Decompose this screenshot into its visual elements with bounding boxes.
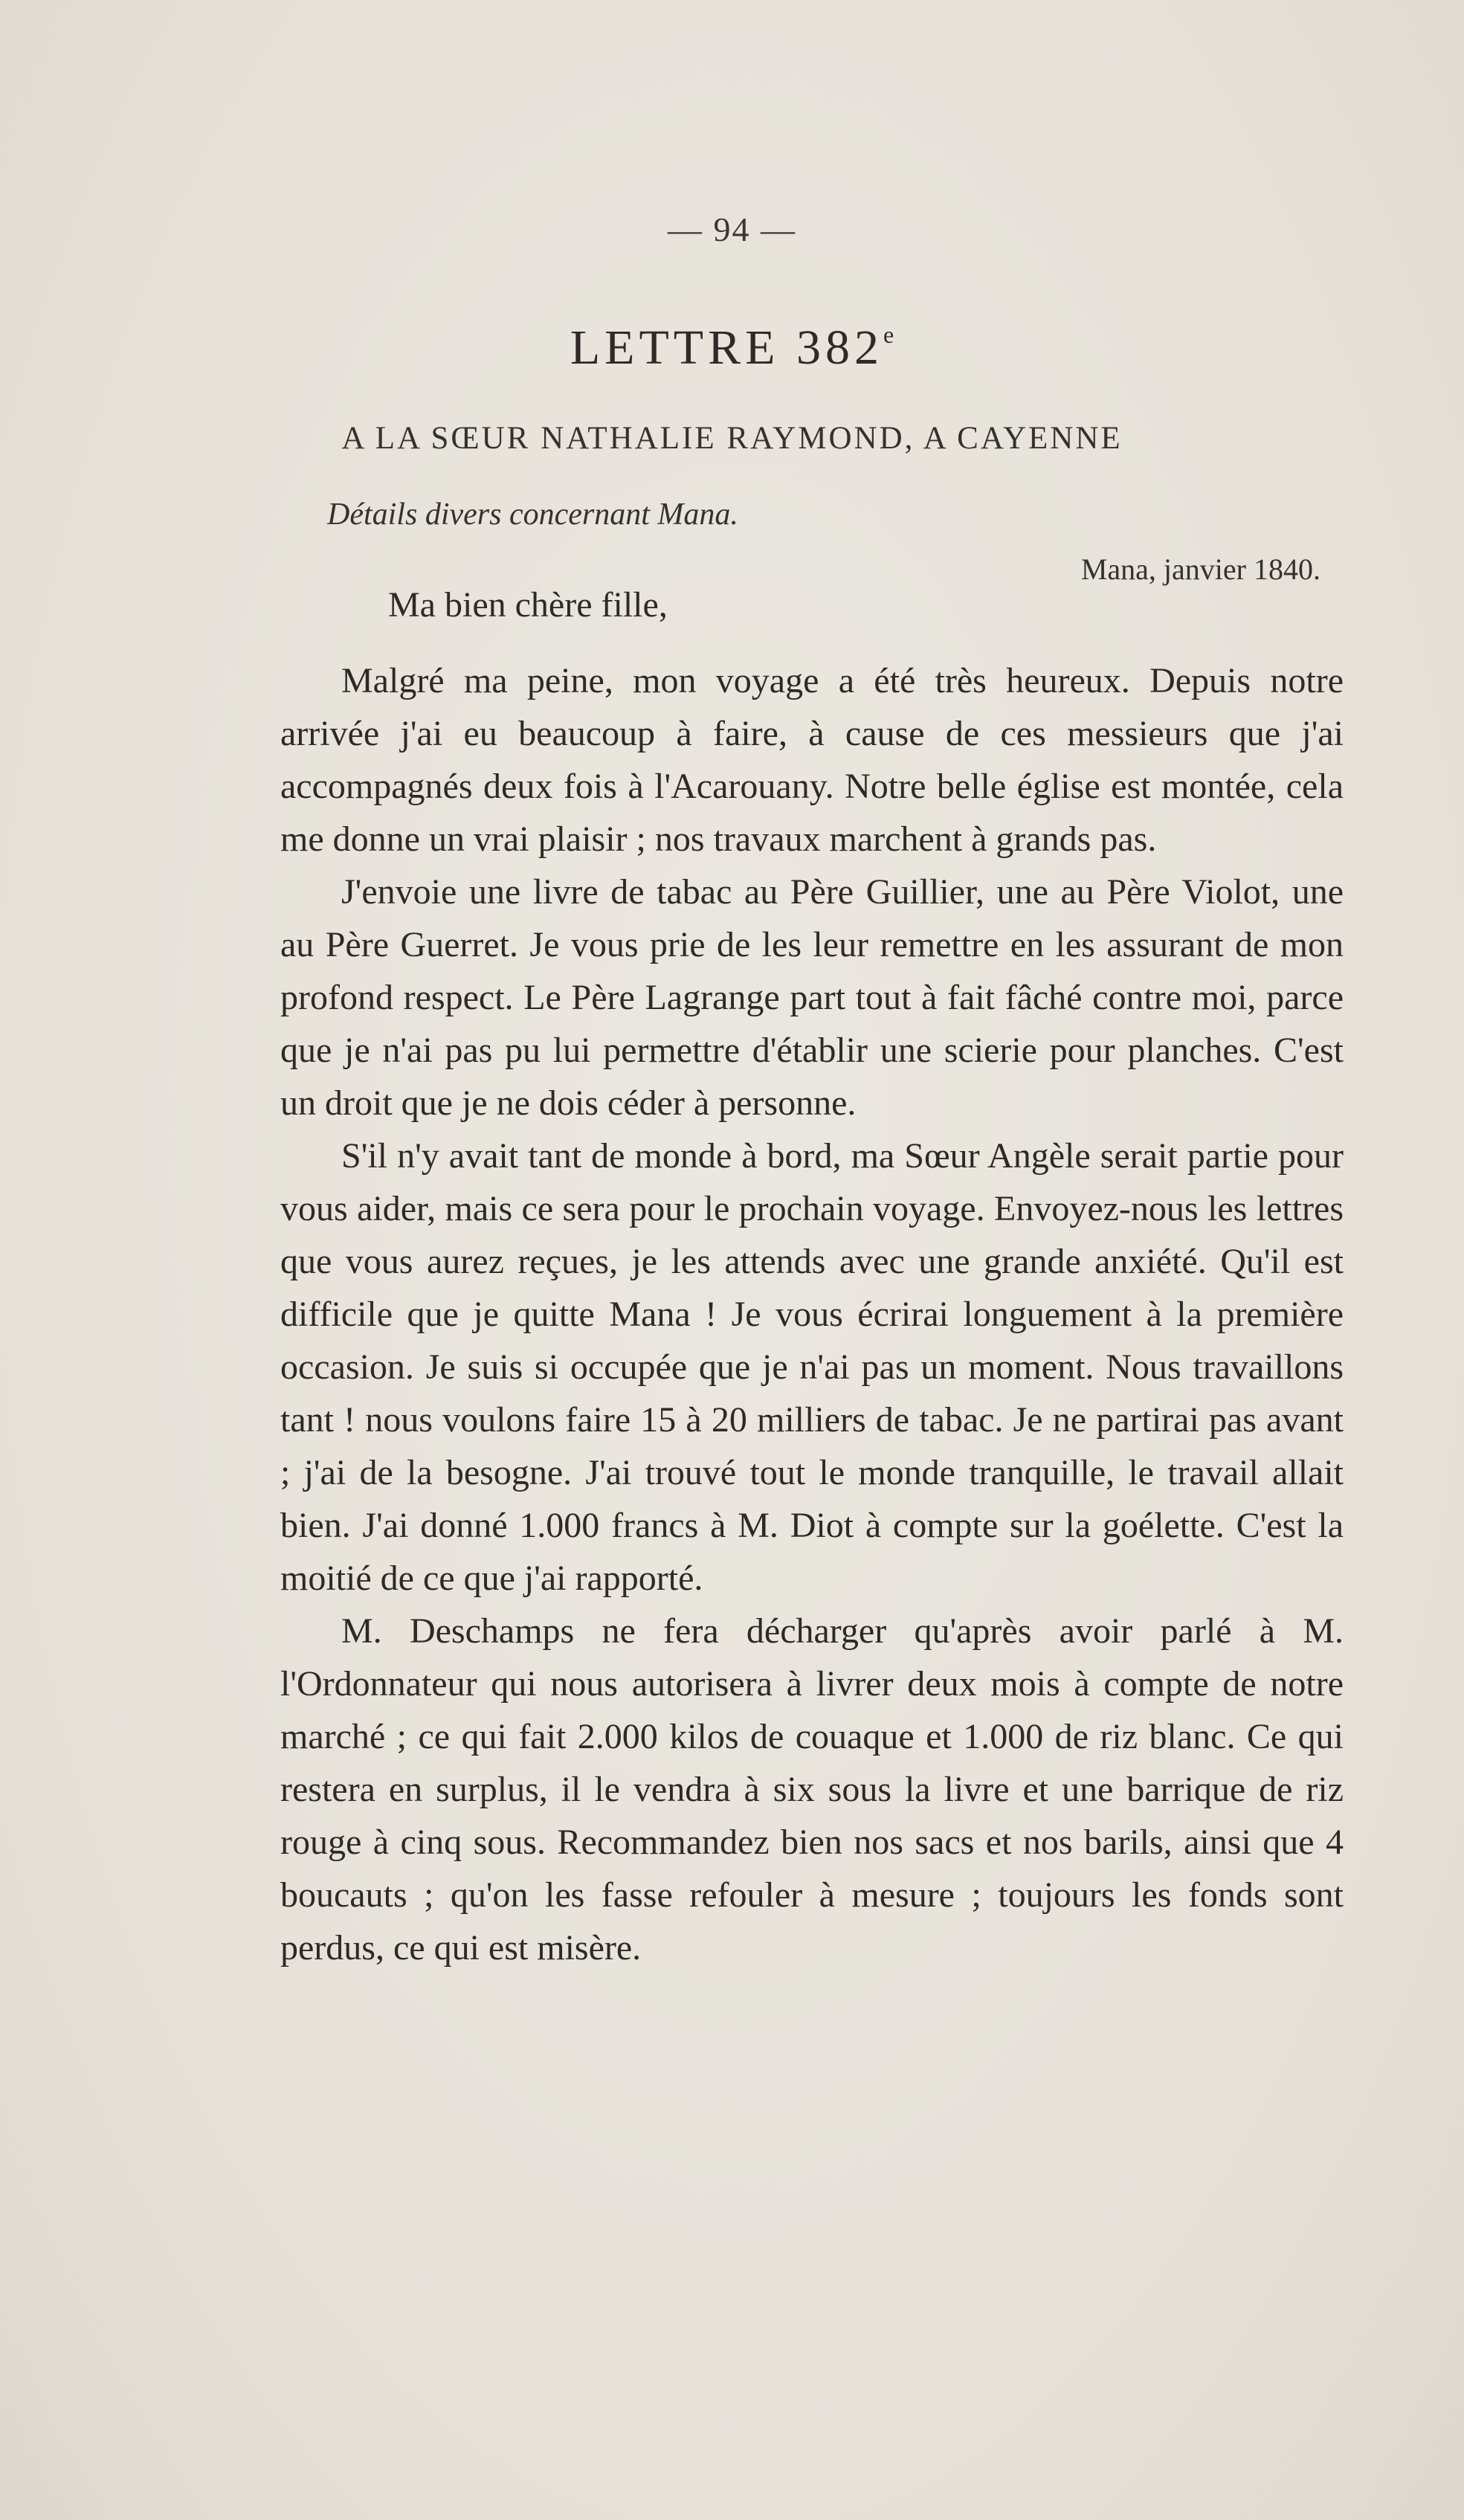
letter-title-text: LETTRE 382 — [570, 320, 883, 375]
letter-summary: Détails divers concernant Mana. — [327, 497, 738, 532]
paragraph: J'envoie une livre de tabac au Père Guillier, une au Père Violot, une au Père Guerret. Je vous prie de les leur remettre en les assurant de mon profond respect. Le Père Lagrange part tout à fait fâché contre moi, parce que je n'ai pas pu lui permettre d'établir une scierie pour planches. C'est un droit que je ne dois céder à personne. — [280, 872, 1344, 1123]
letter-title — [0, 320, 1464, 376]
paragraph: Malgré ma peine, mon voyage a été très heureux. Depuis notre arrivée j'ai eu beaucoup à faire, à cause de ces messieurs que j'ai accompagnés deux fois à l'Acarouany. Notre belle église est montée, cela me donne un vrai plaisir ; nos travaux marchent à grands pas. — [280, 661, 1344, 859]
letter-title-suffix: e — [883, 321, 894, 348]
letter-recipient: A LA SŒUR NATHALIE RAYMOND, A CAYENNE — [341, 421, 1123, 456]
page-number: — 94 — — [668, 210, 796, 248]
letter-dateline: Mana, janvier 1840. — [1080, 552, 1320, 586]
letter-body — [280, 654, 1344, 1974]
paragraph: M. Deschamps ne fera décharger qu'après avoir parlé à M. l'Ordonnateur qui nous autorisera à livrer deux mois à compte de notre marché ; ce qui fait 2.000 kilos de couaque et 1.000 de riz blanc. Ce qui restera en surplus, il le vendra à six sous la livre et une barrique de riz rouge à cinq sous. Recommandez bien nos sacs et nos barils, ainsi que 4 boucauts ; qu'on les fasse refouler à mesure ; toujours les fonds sont perdus, ce qui est misère. — [280, 1611, 1344, 1968]
letter-salutation: Ma bien chère fille, — [388, 585, 668, 625]
paragraph: S'il n'y avait tant de monde à bord, ma Sœur Angèle serait partie pour vous aider, mais ce sera pour le prochain voyage. Envoyez-nous les lettres que vous aurez reçues, je les attends avec une grande anxiété. Qu'il est difficile que je quitte Mana ! Je vous écrirai longuement à la première occasion. Je suis si occupée que je n'ai pas un moment. Nous travaillons tant ! nous voulons faire 15 à 20 milliers de tabac. Je ne partirai pas avant ; j'ai de la besogne. J'ai trouvé tout le monde tranquille, le travail allait bien. J'ai donné 1.000 francs à M. Diot à compte sur la goélette. C'est la moitié de ce que j'ai rapporté. — [280, 1136, 1344, 1598]
